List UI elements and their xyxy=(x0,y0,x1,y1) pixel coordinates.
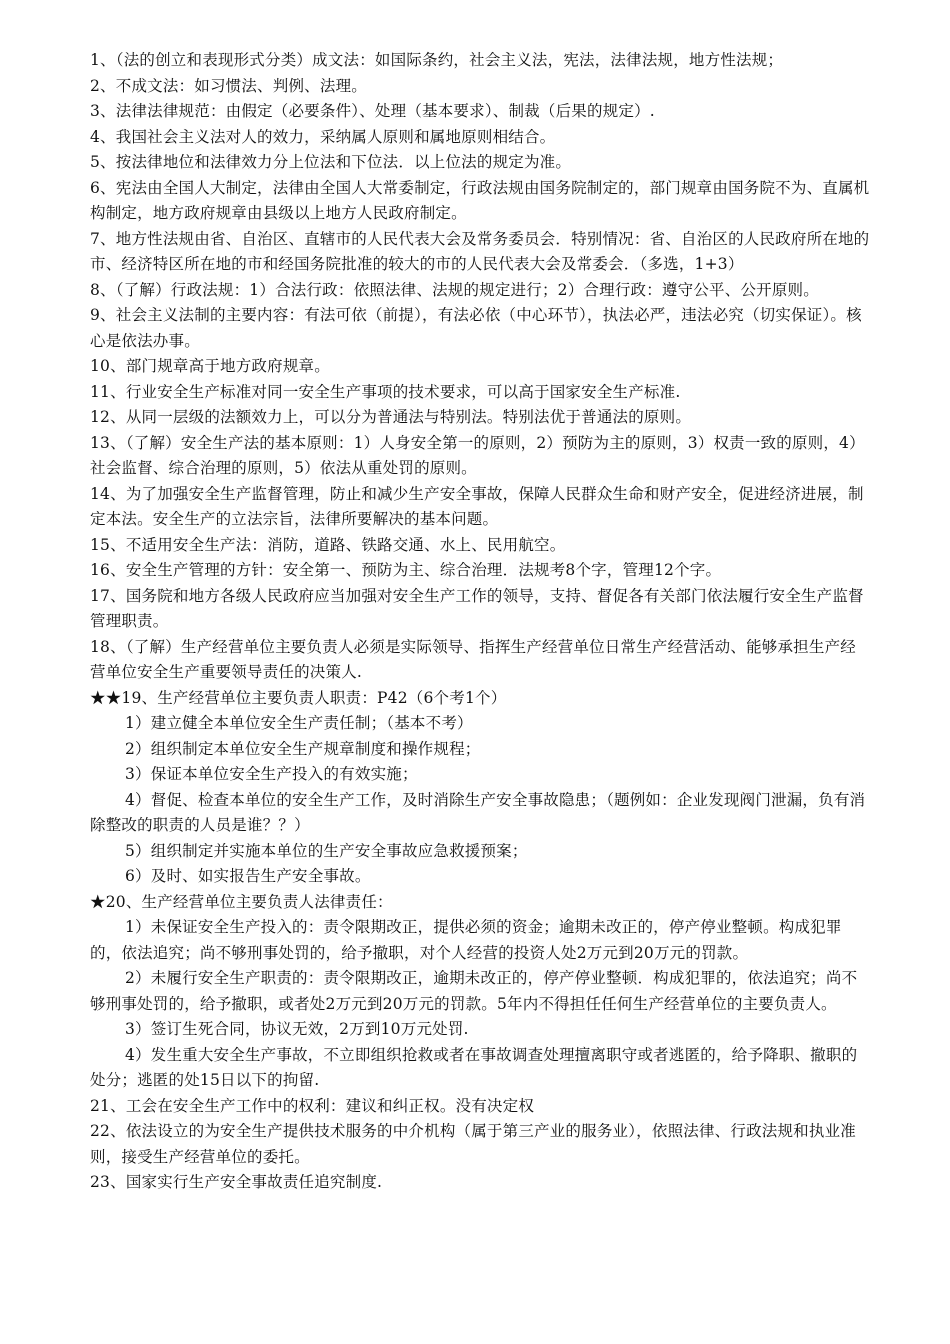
sub-item: 4）发生重大安全生产事故，不立即组织抢救或者在事故调查处理擅离职守或者逃匿的，给予降职、撤职的处分；逃匿的处15日以下的拘留. xyxy=(90,1045,858,1089)
sub-item: 3）保证本单位安全生产投入的有效实施； xyxy=(125,765,418,783)
sub-item: 1）未保证安全生产投入的：责令限期改正，提供必须的资金；逾期未改正的，停产停业整顿。构成犯罪的，依法追究；尚不够刑事处罚的，给予撤职，对个人经营的投资人处2万元到20万元的罚款。 xyxy=(90,918,842,962)
document-body xyxy=(90,48,870,1196)
paragraph: ★★19、生产经营单位主要负责人职责：P42（6个考1个） xyxy=(90,688,507,707)
paragraph: 4、我国社会主义法对人的效力，采纳属人原则和属地原则相结合。 xyxy=(90,127,556,146)
sub-item: 1）建立健全本单位安全生产责任制；（基本不考） xyxy=(125,714,473,732)
paragraph: 8、（了解）行政法规：1）合法行政：依照法律、法规的规定进行；2）合理行政：遵守公平、公开原则。 xyxy=(90,280,819,299)
paragraph: 18、（了解）生产经营单位主要负责人必须是实际领导、指挥生产经营单位日常生产经营活动、能够承担生产经营单位安全生产重要领导责任的决策人. xyxy=(90,637,856,681)
sub-item: 6）及时、如实报告生产安全事故。 xyxy=(125,867,371,885)
paragraph: 14、为了加强安全生产监督管理，防止和减少生产安全事故，保障人民群众生命和财产安全，促进经济进展，制定本法。安全生产的立法宗旨，法律所要解决的基本问题。 xyxy=(90,484,864,528)
paragraph: 12、从同一层级的法额效力上，可以分为普通法与特别法。特别法优于普通法的原则。 xyxy=(90,408,692,426)
paragraph: 10、部门规章高于地方政府规章。 xyxy=(90,357,330,375)
paragraph: 16、安全生产管理的方针：安全第一、预防为主、综合治理．法规考8个字，管理12个字。 xyxy=(90,561,722,579)
paragraph: 22、依法设立的为安全生产提供技术服务的中介机构（属于第三产业的服务业），依照法律、行政法规和执业准则，接受生产经营单位的委托。 xyxy=(90,1122,856,1166)
paragraph: 15、不适用安全生产法：消防，道路、铁路交通、水上、民用航空。 xyxy=(90,535,566,554)
sub-item: 4）督促、检查本单位的安全生产工作，及时消除生产安全事故隐患；（题例如：企业发现阀门泄漏，负有消除整改的职责的人员是谁？？） xyxy=(90,790,866,834)
paragraph: 11、行业安全生产标准对同一安全生产事项的技术要求，可以高于国家安全生产标准. xyxy=(90,382,681,401)
paragraph: ★20、生产经营单位主要负责人法律责任： xyxy=(90,892,393,911)
paragraph: 21、工会在安全生产工作中的权利：建议和纠正权。没有决定权 xyxy=(90,1096,535,1115)
paragraph: 5、按法律地位和法律效力分上位法和下位法．以上位法的规定为准。 xyxy=(90,153,572,171)
sub-item: 5）组织制定并实施本单位的生产安全事故应急救援预案； xyxy=(125,841,528,860)
paragraph: 9、社会主义法制的主要内容：有法可依（前提），有法必依（中心环节），执法必严，违法必究（切实保证）。核心是依法办事。 xyxy=(90,306,862,350)
sub-item: 2）未履行安全生产职责的：责令限期改正，逾期未改正的，停产停业整顿．构成犯罪的，依法追究；尚不够刑事处罚的，给予撤职，或者处2万元到20万元的罚款。5年内不得担任任何生产经营单位的主要负责人。 xyxy=(90,969,858,1013)
paragraph: 6、宪法由全国人大制定，法律由全国人大常委制定，行政法规由国务院制定的，部门规章由国务院不为、直属机构制定，地方政府规章由县级以上地方人民政府制定。 xyxy=(90,178,870,222)
paragraph: 13、（了解）安全生产法的基本原则：1）人身安全第一的原则，2）预防为主的原则，3）权责一致的原则，4）社会监督、综合治理的原则，5）依法从重处罚的原则。 xyxy=(90,433,865,477)
sub-item: 2）组织制定本单位安全生产规章制度和操作规程； xyxy=(125,739,481,758)
paragraph: 17、国务院和地方各级人民政府应当加强对安全生产工作的领导，支持、督促各有关部门依法履行安全生产监督管理职责。 xyxy=(90,586,864,630)
sub-item: 3）签订生死合同，协议无效，2万到10万元处罚. xyxy=(125,1020,469,1038)
paragraph: 2、不成文法：如习惯法、判例、法理。 xyxy=(90,76,367,95)
paragraph: 23、国家实行生产安全事故责任追究制度. xyxy=(90,1173,383,1191)
paragraph: 3、法律法律规范：由假定（必要条件）、处理（基本要求）、制裁（后果的规定）. xyxy=(90,102,655,120)
paragraph: 7、地方性法规由省、自治区、直辖市的人民代表大会及常务委员会．特别情况：省、自治区的人民政府所在地的市、经济特区所在地的市和经国务院批准的较大的市的人民代表大会及常委会．（多选，1+3） xyxy=(90,229,870,273)
paragraph: 1、（法的创立和表现形式分类）成文法：如国际条约，社会主义法，宪法，法律法规，地方性法规； xyxy=(90,51,784,69)
